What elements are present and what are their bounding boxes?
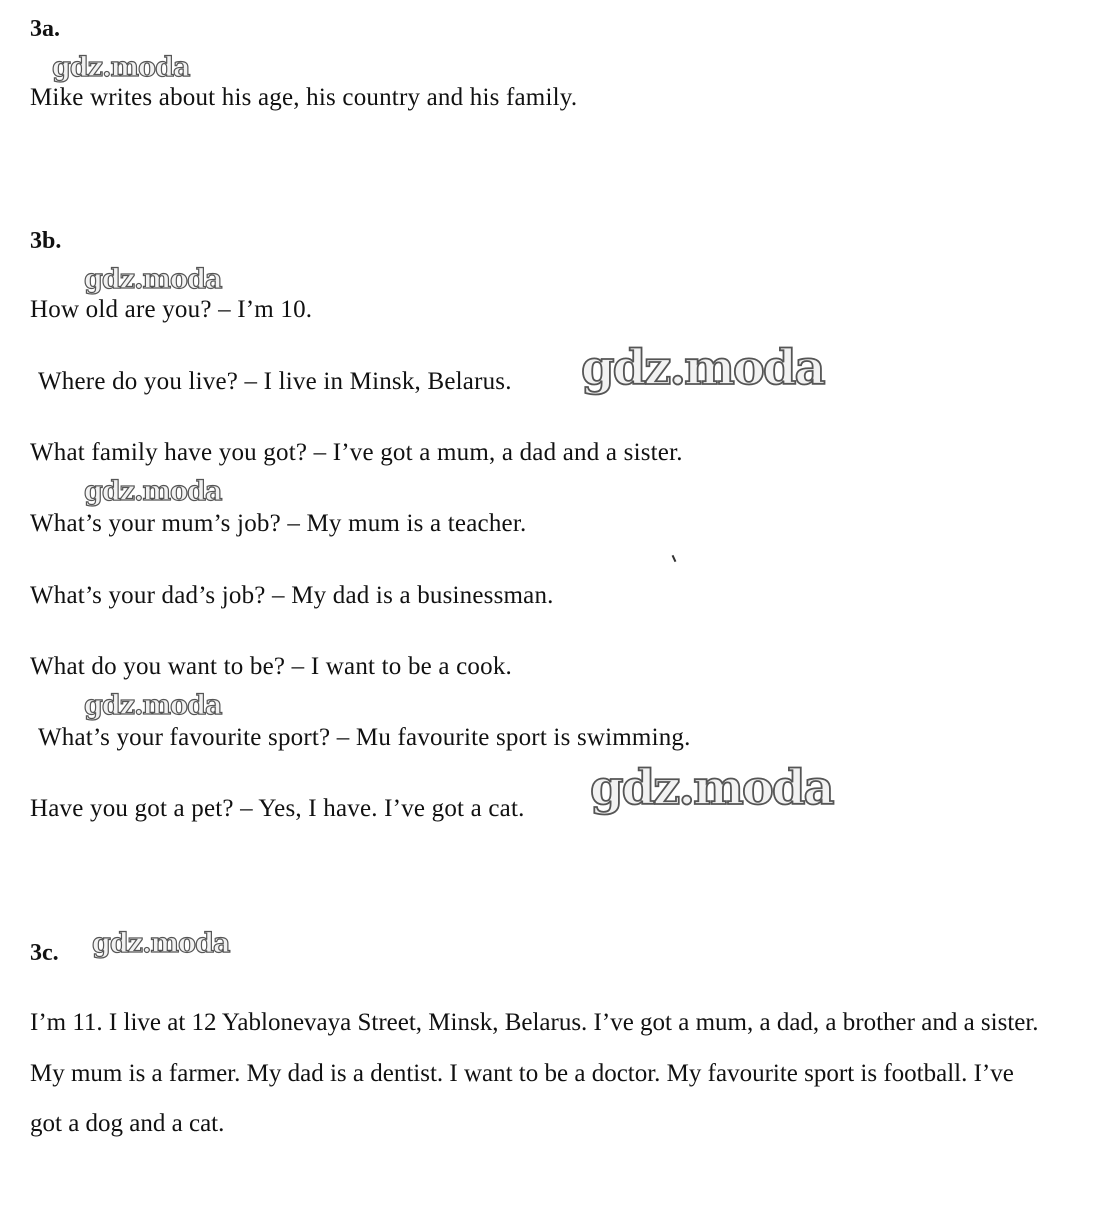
answer-line: What family have you got? – I’ve got a mum, a dad and a sister. (30, 439, 683, 466)
section-3b-heading: 3b. (30, 228, 62, 254)
section-3c-heading: 3c. (30, 940, 59, 966)
answer-line: Where do you live? – I live in Minsk, Belarus. (38, 368, 512, 395)
answer-line: Have you got a pet? – Yes, I have. I’ve got a cat. (30, 795, 525, 822)
section-3c-text: I’m 11. I live at 12 Yablonevaya Street, Minsk, Belarus. I’ve got a mum, a dad, a brother and a sister. My mum is a farmer. My dad is a dentist. I want to be a doctor. My favourite sport is football. I’ve got a dog and a cat. (30, 1009, 1039, 1137)
section-3a-heading: 3a. (30, 16, 60, 42)
section-3a-text: Mike writes about his age, his country and his family. (30, 84, 578, 111)
answer-line: What’s your dad’s job? – My dad is a businessman. (30, 582, 554, 609)
watermark: gdz.moda (84, 476, 222, 507)
watermark: gdz.moda (84, 690, 222, 721)
watermark: gdz.moda (52, 52, 190, 83)
answer-line: What’s your favourite sport? – Mu favourite sport is swimming. (38, 724, 691, 751)
stray-mark (672, 555, 677, 562)
watermark: gdz.moda (590, 760, 833, 816)
answer-line: How old are you? – I’m 10. (30, 296, 313, 323)
answer-line: What do you want to be? – I want to be a cook. (30, 653, 512, 680)
watermark: gdz.moda (581, 340, 824, 396)
watermark: gdz.moda (92, 928, 230, 959)
watermark: gdz.moda (84, 264, 222, 295)
answer-line: What’s your mum’s job? – My mum is a teacher. (30, 510, 527, 537)
